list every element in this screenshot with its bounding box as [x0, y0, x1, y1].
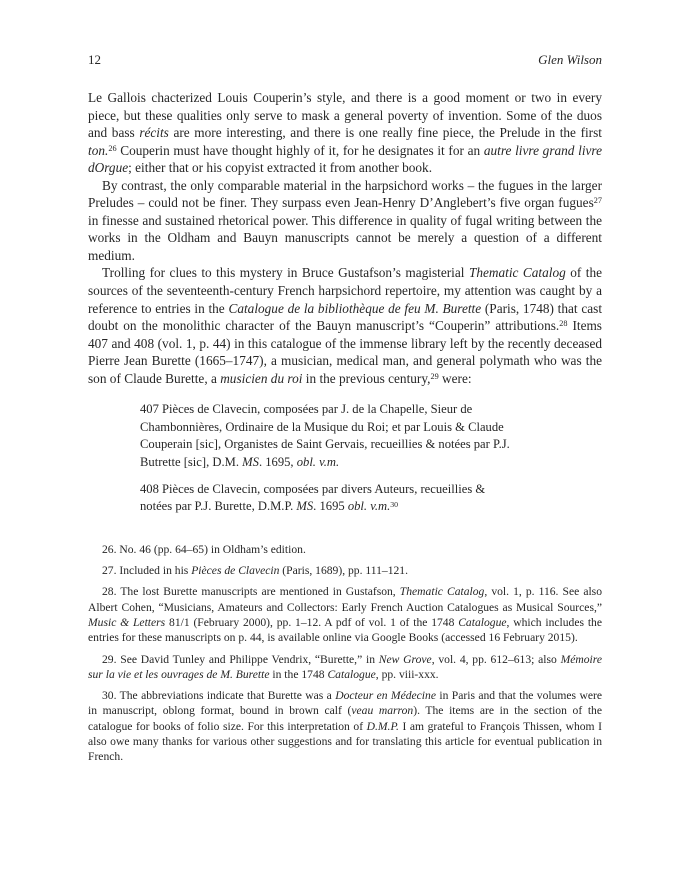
body-paragraph-3: Trolling for clues to this mystery in Bruce Gustafson’s magisterial Thematic Catalog of the sources of the seventeenth-century French harpsichord repertoire, my attention was caught by a reference to entries in the Catalogue de la bibliothèque de feu M. Burette (Paris, 1748) that cast doubt on the monolithic character of the Bauyn manuscript’s “Couperin” attributions.$^{28}$ Items 407 and 408 (vol. 1, p. 44) in this catalogue of the immense library left by the recently deceased Pierre Jean Burette (1665–1747), a musician, medical man, and general polymath who was the son of Claude Burette, a musicien du roi in the previous century,$^{29}$ were: [88, 265, 603, 386]
body-paragraph-1: Le Gallois chacterized Louis Couperin’s style, and there is a good moment or two in every piece, but these qualities only serve to mask a general poverty of invention. Some of the duos and bass récits are more interesting, and there is one really fine piece, the Prelude in the first ton.$^{26}$ Couperin must have thought highly of it, for he designates it for an autre livre grand livre dOrgue; either that or his copyist extracted it from another book. [88, 90, 602, 176]
footnote-28: 28. The lost Burette manuscripts are mentioned in Gustafson, Thematic Catalog, vol. 1, p. 116. See also Albert Cohen, “Musicians, Amateurs and Collectors: Early French Auction Catalogues as Musical Sources,” Music & Letters 81/1 (February 2000), pp. 1–12. A pdf of vol. 1 of the 1748 Catalogue, which includes the entries for these manuscripts on p. 44, is available online via Google Books (accessed 16 February 2015). [88, 585, 602, 645]
body-paragraph-2: By contrast, the only comparable material in the harpsichord works – the fugues in the larger Preludes – could not be finer. They surpass even Jean-Henry D’Anglebert’s five organ fugues$^{27}$ in finesse and sustained rhetorical power. This difference in quality of fugal writing between the works in the Oldham and Bauyn manuscripts cannot be merely a question of a different medium. [88, 177, 602, 263]
footnote-30: 30. The abbreviations indicate that Burette was a Docteur en Médecine in Paris and that the volumes were in manuscript, oblong format, bound in brown calf (veau marron). The items are in the section of the catalogue for books of folio size. For this interpretation of D.M.P. I am grateful to François Thissen, whom I also owe many thanks for various other suggestions and for translating this article for eventual publication in French. [88, 689, 602, 764]
block-quote-item-407: 407 Pièces de Clavecin, composées par J. de la Chapelle, Sieur de Chambonnières, Ordinaire de la Musique du Roi; et par Louis & Claude Couperain [sic], Organistes de Saint Gervais, recueillies & notées par P.J. Butrette [sic], D.M. MS. 1695, obl. v.m. [140, 402, 510, 469]
footnotes-section [88, 542, 602, 765]
page-number: 12 [88, 52, 101, 67]
running-header [88, 52, 602, 68]
block-quote-item-408: 408 Pièces de Clavecin, composées par divers Auteurs, recueillies & notées par P.J. Burette, D.M.P. MS. 1695 obl. v.m.$^{30}$ [140, 481, 486, 514]
footnote-29: 29. See David Tunley and Philippe Vendrix, “Burette,” in New Grove, vol. 4, pp. 612–613; also Mémoire sur la vie et les ouvrages de M. Burette in the 1748 Catalogue, pp. viii-xxx. [88, 652, 602, 681]
footnote-26: 26. No. 46 (pp. 64–65) in Oldham’s edition. [102, 542, 306, 556]
page-content [88, 52, 602, 765]
running-head-author: Glen Wilson [538, 52, 602, 67]
footnote-27: 27. Included in his Pièces de Clavecin (Paris, 1689), pp. 111–121. [102, 564, 409, 578]
